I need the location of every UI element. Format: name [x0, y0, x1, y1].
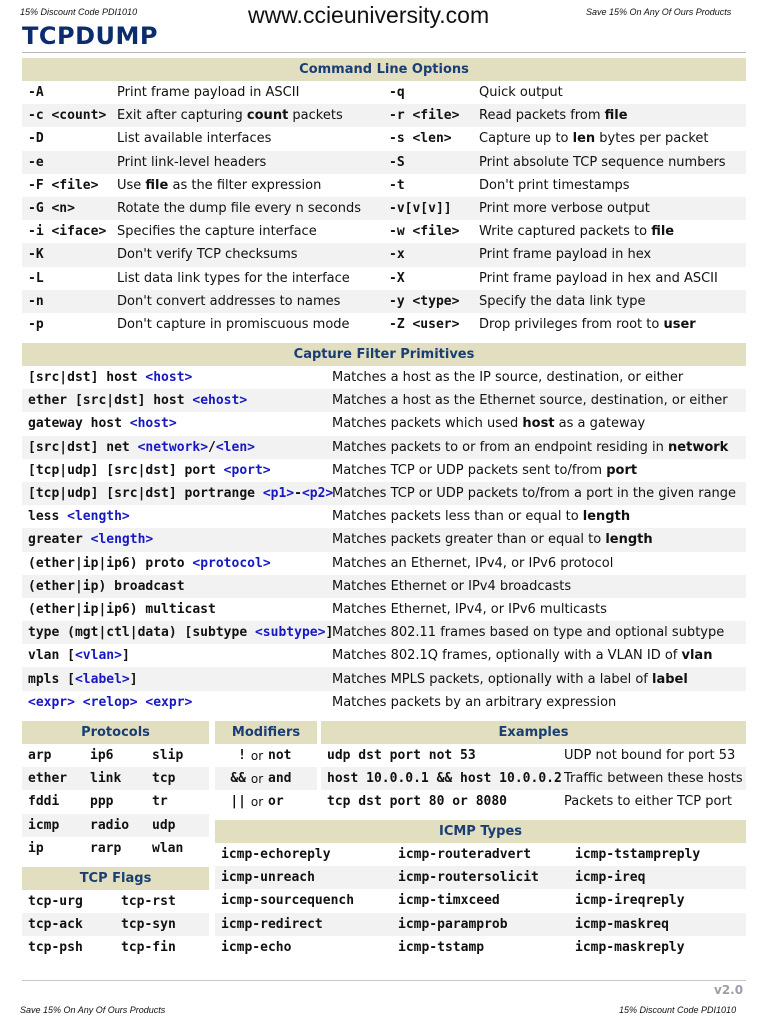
examples-title: Examples: [321, 721, 746, 744]
segment-text: Exit after capturing: [117, 108, 247, 124]
segment-text: Capture up to: [479, 131, 573, 147]
segment-text: /: [208, 439, 216, 455]
icmp-type: icmp-routeradvert: [392, 843, 569, 866]
examples-table: [321, 721, 746, 814]
option-description: [473, 81, 746, 104]
segment-text: Drop privileges from root to: [479, 316, 664, 332]
emphasis-text: <port>: [223, 462, 271, 478]
segment-text: Matches packets to or from an endpoint residing in: [332, 439, 669, 455]
option-flag: -i <iface>: [22, 220, 111, 243]
primitive-description: [326, 389, 746, 412]
icmp-type-row: [215, 936, 746, 959]
segment-text: List data link types for the interface: [117, 270, 350, 286]
modifier-token: or: [268, 790, 317, 813]
option-description: [111, 151, 383, 174]
protocols-table: [22, 721, 209, 860]
option-flag: -x: [383, 243, 473, 266]
primitive-description: [326, 528, 746, 551]
protocol-keyword: link: [84, 767, 146, 790]
capture-filter-primitives-table: [22, 343, 746, 714]
segment-text: Matches a host as the IP source, destination, or either: [332, 370, 684, 386]
segment-text: Matches packets which used: [332, 416, 523, 432]
primitive-description: [326, 412, 746, 435]
option-description: [111, 220, 383, 243]
emphasis-text: <protocol>: [192, 555, 271, 571]
emphasis-text: user: [663, 316, 696, 332]
icmp-type: icmp-tstamp: [392, 936, 569, 959]
segment-text: Print frame payload in ASCII: [117, 85, 300, 101]
primitives-title: Capture Filter Primitives: [22, 343, 746, 366]
options-title: Command Line Options: [22, 58, 746, 81]
primitive-expression: [22, 575, 326, 598]
primitive-expression: [22, 667, 326, 690]
segment-text: vlan [: [28, 648, 75, 664]
tcp-flags-table: [22, 867, 209, 960]
emphasis-text: label: [652, 671, 688, 687]
option-row: [22, 151, 746, 174]
segment-text: Matches TCP or UDP packets sent to/from: [332, 462, 607, 478]
emphasis-text: <subtype>: [254, 625, 326, 641]
example-cell: Packets to either TCP port: [558, 790, 746, 813]
command-line-options-table: [22, 58, 746, 336]
segment-text: Read packets from: [479, 108, 605, 124]
primitive-description: [326, 459, 746, 482]
segment-text: packets: [288, 108, 343, 124]
icmp-type: icmp-timxceed: [392, 889, 569, 912]
primitive-row: [22, 366, 746, 389]
protocol-keyword: ether: [22, 767, 84, 790]
primitive-expression: [22, 691, 326, 714]
option-description: [473, 174, 746, 197]
segment-text: less: [28, 509, 68, 525]
emphasis-text: <length>: [90, 532, 154, 548]
example-cell: UDP not bound for port 53: [558, 744, 746, 767]
segment-text: Use: [117, 177, 146, 193]
primitive-expression: [22, 412, 326, 435]
segment-text: Matches Ethernet, IPv4, or IPv6 multicasts: [332, 601, 607, 617]
option-description: [111, 267, 383, 290]
option-description: [473, 290, 746, 313]
option-row: [22, 104, 746, 127]
footer-divider: [22, 980, 746, 981]
primitive-row: [22, 389, 746, 412]
segment-text: Print more verbose output: [479, 201, 650, 217]
version-label: v2.0: [714, 983, 744, 997]
primitive-description: [326, 575, 746, 598]
emphasis-text: <label>: [74, 671, 130, 687]
modifier-token: ||: [215, 790, 246, 813]
segment-text: Matches packets by an arbitrary expression: [332, 694, 617, 710]
emphasis-text: <vlan>: [74, 648, 122, 664]
modifier-token: !: [215, 744, 246, 767]
option-flag: -p: [22, 313, 111, 336]
example-row: [321, 790, 746, 813]
segment-text: List available interfaces: [117, 131, 272, 147]
segment-text: Matches 802.1Q frames, optionally with a VLAN ID of: [332, 648, 682, 664]
option-description: [111, 243, 383, 266]
primitive-description: [326, 366, 746, 389]
icmp-type: icmp-sourcequench: [215, 889, 392, 912]
option-flag: -L: [22, 267, 111, 290]
option-description: [473, 313, 746, 336]
primitive-expression: [22, 528, 326, 551]
protocol-keyword: wlan: [146, 837, 209, 860]
segment-text: greater: [28, 532, 91, 548]
emphasis-text: file: [651, 224, 675, 240]
option-row: [22, 313, 746, 336]
primitive-row: [22, 412, 746, 435]
tcp-flag: tcp-psh: [22, 936, 115, 959]
protocol-keyword: arp: [22, 744, 84, 767]
primitive-row: [22, 621, 746, 644]
emphasis-text: <p2>: [301, 486, 334, 502]
primitive-description: [326, 644, 746, 667]
tcp-flag: tcp-rst: [115, 890, 209, 913]
primitive-row: [22, 505, 746, 528]
emphasis-text: len: [572, 131, 596, 147]
option-flag: -K: [22, 243, 111, 266]
segment-text: Don't verify TCP checksums: [117, 247, 298, 263]
segment-text: [tcp|udp] [src|dst] portrange: [28, 486, 263, 502]
option-flag: -q: [383, 81, 473, 104]
protocol-keyword: ip: [22, 837, 84, 860]
option-row: [22, 127, 746, 150]
emphasis-text: count: [246, 108, 289, 124]
emphasis-text: <len>: [215, 439, 255, 455]
protocol-row: [22, 767, 209, 790]
segment-text: Don't convert addresses to names: [117, 293, 341, 309]
protocol-keyword: icmp: [22, 814, 84, 837]
primitive-row: [22, 598, 746, 621]
segment-text: Matches packets less than or equal to: [332, 509, 583, 525]
emphasis-text: vlan: [681, 648, 713, 664]
tcp-flag-row: [22, 890, 209, 913]
emphasis-text: <expr> <relop> <expr>: [28, 694, 193, 710]
primitive-description: [326, 552, 746, 575]
segment-text: Print frame payload in hex and ASCII: [479, 270, 718, 286]
segment-text: ]: [129, 671, 138, 687]
segment-text: Matches an Ethernet, IPv4, or IPv6 protocol: [332, 555, 614, 571]
footer-promo-right: 15% Discount Code PDI1010: [619, 1005, 737, 1015]
segment-text: Matches TCP or UDP packets to/from a port in the given range: [332, 486, 737, 502]
protocol-keyword: udp: [146, 814, 209, 837]
header-divider: [22, 52, 746, 53]
emphasis-text: <length>: [67, 509, 130, 525]
option-description: [111, 81, 383, 104]
icmp-type: icmp-maskreply: [569, 936, 746, 959]
segment-text: Print frame payload in hex: [479, 247, 652, 263]
option-description: [473, 127, 746, 150]
segment-text: mpls [: [28, 671, 75, 687]
icmp-type: icmp-ireq: [569, 866, 746, 889]
protocol-keyword: fddi: [22, 790, 84, 813]
example-cell: tcp dst port 80 or 8080: [321, 790, 558, 813]
segment-text: (ether|ip|ip6) multicast: [28, 601, 216, 617]
icmp-type: icmp-paramprob: [392, 913, 569, 936]
icmp-type: icmp-maskreq: [569, 913, 746, 936]
segment-text: Don't capture in promiscuous mode: [117, 316, 350, 332]
segment-text: [tcp|udp] [src|dst] port: [28, 462, 224, 478]
modifier-row: [215, 744, 317, 767]
emphasis-text: <host>: [129, 416, 177, 432]
emphasis-text: host: [522, 416, 555, 432]
example-cell: udp dst port not 53: [321, 744, 558, 767]
segment-text: Print absolute TCP sequence numbers: [479, 154, 726, 170]
protocol-row: [22, 814, 209, 837]
option-flag: -G <n>: [22, 197, 111, 220]
icmp-type: icmp-redirect: [215, 913, 392, 936]
primitive-expression: [22, 366, 326, 389]
modifier-token: not: [268, 744, 317, 767]
icmp-type-row: [215, 913, 746, 936]
tcp-flags-title: TCP Flags: [22, 867, 209, 890]
option-description: [111, 174, 383, 197]
footer-promo-left: Save 15% On Any Of Ours Products: [20, 1005, 166, 1015]
option-row: [22, 267, 746, 290]
segment-text: ]: [121, 648, 130, 664]
option-flag: -s <len>: [383, 127, 473, 150]
primitive-expression: [22, 598, 326, 621]
primitive-description: [326, 691, 746, 714]
tcp-flag: tcp-ack: [22, 913, 115, 936]
segment-text: as a gateway: [554, 416, 646, 432]
primitive-row: [22, 528, 746, 551]
option-description: [111, 197, 383, 220]
option-description: [473, 197, 746, 220]
segment-text: -: [294, 486, 302, 502]
protocol-row: [22, 744, 209, 767]
modifier-token: and: [268, 767, 317, 790]
segment-text: Print link-level headers: [117, 154, 267, 170]
modifiers-table: [215, 721, 317, 814]
segment-text: [src|dst] host: [28, 370, 146, 386]
option-flag: -t: [383, 174, 473, 197]
segment-text: Matches 802.11 frames based on type and optional subtype: [332, 625, 725, 641]
segment-text: (ether|ip) broadcast: [28, 578, 185, 594]
primitive-expression: [22, 552, 326, 575]
primitive-expression: [22, 459, 326, 482]
primitive-description: [326, 667, 746, 690]
option-flag: -e: [22, 151, 111, 174]
primitive-row: [22, 575, 746, 598]
primitive-row: [22, 436, 746, 459]
primitive-description: [326, 621, 746, 644]
emphasis-text: length: [605, 532, 653, 548]
protocol-keyword: ppp: [84, 790, 146, 813]
option-description: [111, 104, 383, 127]
option-flag: -w <file>: [383, 220, 473, 243]
primitive-row: [22, 644, 746, 667]
segment-text: Quick output: [479, 85, 563, 101]
option-description: [473, 220, 746, 243]
option-row: [22, 290, 746, 313]
tcp-flag: tcp-syn: [115, 913, 209, 936]
primitive-description: [326, 436, 746, 459]
option-description: [473, 243, 746, 266]
emphasis-text: <ehost>: [192, 393, 248, 409]
primitive-row: [22, 691, 746, 714]
protocol-keyword: slip: [146, 744, 209, 767]
primitive-description: [326, 598, 746, 621]
tcp-flag: tcp-urg: [22, 890, 115, 913]
example-row: [321, 744, 746, 767]
site-url[interactable]: www.ccieuniversity.com: [248, 2, 490, 28]
primitive-row: [22, 482, 746, 505]
segment-text: Matches packets greater than or equal to: [332, 532, 606, 548]
tcp-flag: tcp-fin: [115, 936, 209, 959]
segment-text: Rotate the dump file every n seconds: [117, 201, 361, 217]
option-row: [22, 197, 746, 220]
option-description: [473, 104, 746, 127]
modifier-token: &&: [215, 767, 246, 790]
option-row: [22, 220, 746, 243]
primitive-description: [326, 505, 746, 528]
segment-text: bytes per packet: [595, 131, 709, 147]
segment-text: Write captured packets to: [479, 224, 652, 240]
segment-text: Don't print timestamps: [479, 177, 630, 193]
primitive-row: [22, 459, 746, 482]
option-description: [111, 313, 383, 336]
icmp-type-row: [215, 866, 746, 889]
option-flag: -n: [22, 290, 111, 313]
segment-text: Matches MPLS packets, optionally with a label of: [332, 671, 652, 687]
modifier-token: or: [246, 767, 268, 790]
tcp-flag-row: [22, 913, 209, 936]
protocol-keyword: ip6: [84, 744, 146, 767]
primitive-row: [22, 667, 746, 690]
segment-text: Matches a host as the Ethernet source, destination, or either: [332, 393, 728, 409]
protocol-row: [22, 837, 209, 860]
emphasis-text: file: [145, 177, 169, 193]
option-flag: -r <file>: [383, 104, 473, 127]
segment-text: ether [src|dst] host: [28, 393, 193, 409]
tcp-flag-row: [22, 936, 209, 959]
segment-text: (ether|ip|ip6) proto: [28, 555, 193, 571]
option-description: [111, 127, 383, 150]
option-flag: -c <count>: [22, 104, 111, 127]
option-row: [22, 243, 746, 266]
icmp-type: icmp-routersolicit: [392, 866, 569, 889]
option-flag: -v[v[v]]: [383, 197, 473, 220]
option-row: [22, 81, 746, 104]
protocol-row: [22, 790, 209, 813]
option-description: [111, 290, 383, 313]
option-flag: -S: [383, 151, 473, 174]
segment-text: Matches Ethernet or IPv4 broadcasts: [332, 578, 572, 594]
segment-text: Specifies the capture interface: [117, 224, 317, 240]
primitive-row: [22, 552, 746, 575]
icmp-type-row: [215, 843, 746, 866]
icmp-types-table: [215, 820, 746, 959]
option-flag: -A: [22, 81, 111, 104]
icmp-type: icmp-echo: [215, 936, 392, 959]
segment-text: Specify the data link type: [479, 293, 646, 309]
primitive-expression: [22, 621, 334, 644]
option-description: [473, 151, 746, 174]
icmp-type-row: [215, 889, 746, 912]
header-promo-left: 15% Discount Code PDI1010: [20, 7, 138, 17]
option-flag: -D: [22, 127, 111, 150]
primitive-expression: [22, 505, 326, 528]
emphasis-text: <p1>: [262, 486, 295, 502]
primitive-expression: [22, 389, 326, 412]
example-cell: host 10.0.0.1 && host 10.0.0.2: [321, 767, 558, 790]
page-title: TCPDUMP: [22, 22, 158, 50]
segment-text: [src|dst] net: [28, 439, 138, 455]
header-promo-right: Save 15% On Any Of Ours Products: [586, 7, 732, 17]
primitive-expression: [22, 436, 326, 459]
icmp-type: icmp-echoreply: [215, 843, 392, 866]
option-flag: -y <type>: [383, 290, 473, 313]
segment-text: as the filter expression: [168, 177, 322, 193]
example-cell: Traffic between these hosts: [558, 767, 746, 790]
icmp-type: icmp-ireqreply: [569, 889, 746, 912]
protocol-keyword: tcp: [146, 767, 209, 790]
modifier-token: or: [246, 790, 268, 813]
modifier-row: [215, 790, 317, 813]
option-flag: -F <file>: [22, 174, 111, 197]
segment-text: type (mgt|ctl|data) [subtype: [28, 625, 255, 641]
protocol-keyword: tr: [146, 790, 209, 813]
modifier-token: or: [246, 744, 268, 767]
emphasis-text: file: [604, 108, 628, 124]
protocol-keyword: radio: [84, 814, 146, 837]
protocol-keyword: rarp: [84, 837, 146, 860]
primitive-description: [326, 482, 746, 505]
primitive-expression: [22, 644, 326, 667]
option-row: [22, 174, 746, 197]
option-flag: -Z <user>: [383, 313, 473, 336]
emphasis-text: network: [668, 439, 729, 455]
emphasis-text: port: [606, 462, 638, 478]
option-description: [473, 267, 746, 290]
segment-text: gateway host: [28, 416, 130, 432]
modifier-row: [215, 767, 317, 790]
modifiers-title: Modifiers: [215, 721, 317, 744]
segment-text: ]: [325, 625, 334, 641]
icmp-types-title: ICMP Types: [215, 820, 746, 843]
emphasis-text: <host>: [145, 370, 193, 386]
option-flag: -X: [383, 267, 473, 290]
icmp-type: icmp-unreach: [215, 866, 392, 889]
protocols-title: Protocols: [22, 721, 209, 744]
emphasis-text: <network>: [137, 439, 209, 455]
example-row: [321, 767, 746, 790]
emphasis-text: length: [582, 509, 631, 525]
primitive-expression: [22, 482, 334, 505]
icmp-type: icmp-tstampreply: [569, 843, 746, 866]
